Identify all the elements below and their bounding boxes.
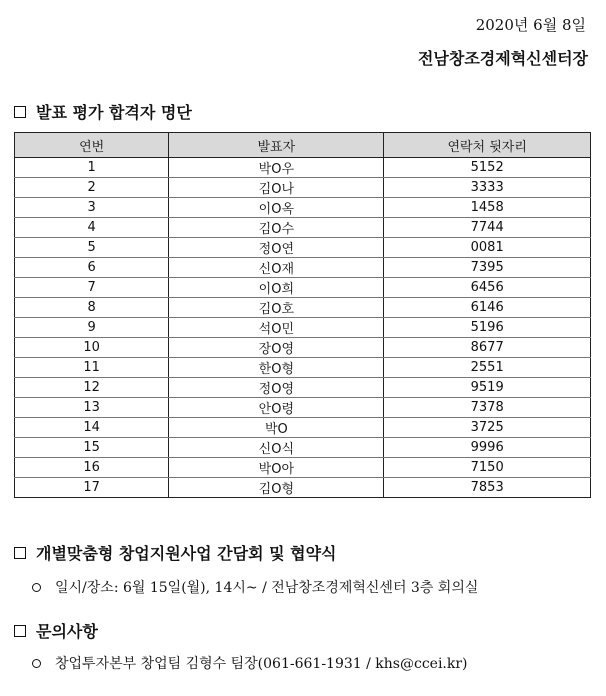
row-number: 16 — [15, 458, 169, 478]
results-table — [14, 132, 591, 498]
document-date: 2020년 6월 8일 — [475, 16, 586, 34]
row-presenter: 김O호 — [169, 298, 384, 318]
checkbox-square-icon — [14, 106, 26, 118]
contact-detail — [32, 653, 468, 673]
table-row — [15, 378, 591, 398]
row-phone: 9996 — [384, 438, 591, 458]
row-presenter: 한O형 — [169, 358, 384, 378]
table-row — [15, 198, 591, 218]
table-header-row — [15, 133, 591, 158]
row-phone: 3333 — [384, 178, 591, 198]
row-number: 6 — [15, 258, 169, 278]
row-number: 17 — [15, 478, 169, 498]
row-phone: 6146 — [384, 298, 591, 318]
row-phone: 5152 — [384, 158, 591, 178]
organization-name: 전남창조경제혁신센터장 — [417, 49, 588, 68]
table-row — [15, 418, 591, 438]
meeting-detail — [32, 577, 478, 597]
row-presenter: 신O재 — [169, 258, 384, 278]
bullet-circle-icon — [32, 583, 41, 592]
section-contact-heading — [14, 619, 98, 642]
row-number: 12 — [15, 378, 169, 398]
row-presenter: 안O령 — [169, 398, 384, 418]
table-row — [15, 218, 591, 238]
header-phone: 연락처 뒷자리 — [384, 133, 591, 158]
row-phone: 7378 — [384, 398, 591, 418]
row-presenter: 김O수 — [169, 218, 384, 238]
row-phone: 6456 — [384, 278, 591, 298]
row-number: 3 — [15, 198, 169, 218]
row-phone: 9519 — [384, 378, 591, 398]
row-phone: 7150 — [384, 458, 591, 478]
row-presenter: 정O연 — [169, 238, 384, 258]
row-number: 5 — [15, 238, 169, 258]
table-row — [15, 278, 591, 298]
table-row — [15, 478, 591, 498]
row-number: 15 — [15, 438, 169, 458]
row-number: 14 — [15, 418, 169, 438]
table-row — [15, 438, 591, 458]
section-results-heading — [14, 100, 192, 123]
row-phone: 5196 — [384, 318, 591, 338]
row-phone: 2551 — [384, 358, 591, 378]
table-row — [15, 178, 591, 198]
row-presenter: 박O아 — [169, 458, 384, 478]
row-phone: 7395 — [384, 258, 591, 278]
checkbox-square-icon — [14, 625, 26, 637]
row-presenter: 이O희 — [169, 278, 384, 298]
table-row — [15, 258, 591, 278]
row-number: 2 — [15, 178, 169, 198]
section-results-title: 발표 평가 합격자 명단 — [36, 103, 192, 122]
row-phone: 0081 — [384, 238, 591, 258]
row-phone: 3725 — [384, 418, 591, 438]
row-number: 9 — [15, 318, 169, 338]
row-phone: 7853 — [384, 478, 591, 498]
row-presenter: 정O영 — [169, 378, 384, 398]
row-number: 1 — [15, 158, 169, 178]
row-presenter: 신O식 — [169, 438, 384, 458]
row-presenter: 김O형 — [169, 478, 384, 498]
table-row — [15, 158, 591, 178]
checkbox-square-icon — [14, 547, 26, 559]
section-contact-title: 문의사항 — [36, 622, 98, 641]
row-presenter: 박O우 — [169, 158, 384, 178]
row-phone: 8677 — [384, 338, 591, 358]
row-presenter: 장O영 — [169, 338, 384, 358]
row-number: 10 — [15, 338, 169, 358]
row-presenter: 김O나 — [169, 178, 384, 198]
bullet-circle-icon — [32, 659, 41, 668]
row-number: 13 — [15, 398, 169, 418]
contact-detail-text: 창업투자본부 창업팀 김형수 팀장(061-661-1931 / khs@ccei.kr) — [55, 656, 468, 672]
table-row — [15, 458, 591, 478]
row-presenter: 석O민 — [169, 318, 384, 338]
row-number: 8 — [15, 298, 169, 318]
row-presenter: 박O — [169, 418, 384, 438]
header-presenter: 발표자 — [169, 133, 384, 158]
table-row — [15, 318, 591, 338]
table-row — [15, 358, 591, 378]
row-presenter: 이O옥 — [169, 198, 384, 218]
table-body — [15, 158, 591, 498]
row-phone: 7744 — [384, 218, 591, 238]
row-number: 4 — [15, 218, 169, 238]
section-meeting-title: 개별맞춤형 창업지원사업 간담회 및 협약식 — [36, 544, 337, 563]
header-number: 연번 — [15, 133, 169, 158]
table-row — [15, 238, 591, 258]
row-phone: 1458 — [384, 198, 591, 218]
row-number: 7 — [15, 278, 169, 298]
table-row — [15, 298, 591, 318]
section-meeting-heading — [14, 541, 337, 564]
table-row — [15, 338, 591, 358]
meeting-detail-text: 일시/장소: 6월 15일(월), 14시~ / 전남창조경제혁신센터 3층 회의실 — [55, 580, 479, 596]
row-number: 11 — [15, 358, 169, 378]
table-row — [15, 398, 591, 418]
